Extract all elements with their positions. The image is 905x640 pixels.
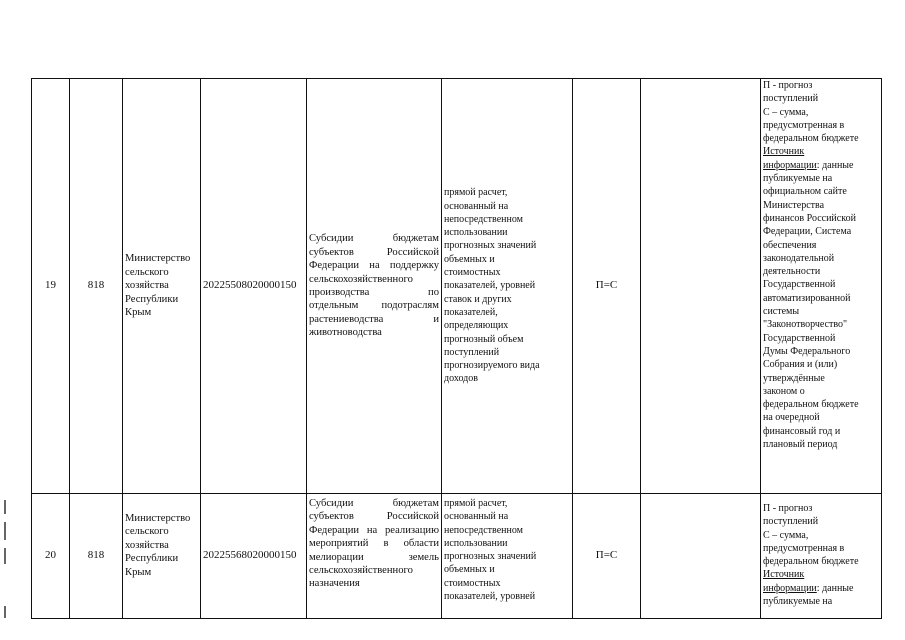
text-line: публикуемые на	[763, 173, 833, 185]
text-line: Федерации, Система	[763, 226, 852, 238]
text-line: П - прогноз	[763, 503, 813, 514]
text-line: плановый период	[763, 439, 838, 451]
text-line: Субсидии бюджетам	[309, 498, 439, 509]
text-line: непосредственном	[444, 213, 523, 225]
text-line: утверждённые	[763, 372, 825, 384]
text-line: стоимостных	[444, 577, 501, 589]
margin-mark	[4, 606, 6, 618]
text-line: Республики	[125, 293, 179, 305]
administrator-cell	[123, 79, 201, 494]
margin-mark	[4, 500, 6, 514]
source-label: Источник	[763, 569, 805, 581]
text-line: сельского	[125, 266, 169, 278]
text-line: официальном сайте	[763, 186, 847, 198]
text-line: прямой расчет,	[444, 187, 508, 199]
text-line: законом о	[763, 385, 805, 397]
text-line: Государственной	[763, 279, 836, 291]
text-line: Собрания и (или)	[763, 359, 838, 371]
notes-cell	[761, 79, 882, 494]
text-line: назначения	[309, 578, 360, 590]
text-line: хозяйства	[125, 539, 169, 551]
text-line: определяющих	[444, 320, 509, 332]
text-line: Министерства	[763, 199, 825, 211]
text-line: системы	[763, 306, 800, 318]
text-line: сельскохозяйственного	[309, 273, 413, 285]
text-line: "Законотворчество"	[763, 319, 848, 331]
margin-mark	[4, 548, 6, 564]
text-line: С – сумма,	[763, 529, 809, 541]
text-line: законодательной	[763, 252, 835, 264]
text-line: поступлений	[763, 516, 819, 528]
text-line: растениеводства и	[309, 313, 439, 325]
table-row	[32, 494, 882, 619]
text-line: публикуемые на	[763, 596, 833, 608]
text-line: использовании	[444, 227, 508, 239]
text-line: мероприятий в области	[309, 538, 439, 550]
text-line: показателей,	[444, 306, 498, 318]
text-line: предусмотренная в	[763, 542, 845, 554]
administrator-cell	[123, 494, 201, 619]
calculation-method-cell	[442, 494, 573, 619]
text-line: федеральном бюджете	[763, 133, 859, 145]
revenue-name-cell	[307, 79, 442, 494]
margin-mark	[4, 522, 6, 540]
text-line: предусмотренная в	[763, 119, 845, 131]
formula-cell: П=С	[573, 494, 641, 619]
row-number-cell: 20	[32, 494, 70, 619]
formula-cell: П=С	[573, 79, 641, 494]
text-line: производства по	[309, 287, 439, 298]
text-line: стоимостных	[444, 267, 501, 279]
text-line	[763, 159, 879, 172]
text-line: показателей, уровней	[444, 591, 536, 603]
row-number-cell: 19	[32, 79, 70, 494]
text-line: федеральном бюджете	[763, 399, 859, 411]
text-line: Государственной	[763, 332, 836, 344]
text-line: деятельности	[763, 266, 821, 278]
text-line: мелиорации земель	[309, 551, 439, 563]
text-line: непосредственном	[444, 524, 523, 536]
text-line: основанный на	[444, 200, 509, 212]
text-line: хозяйства	[125, 280, 169, 292]
text-line: Министерство	[125, 513, 191, 524]
empty-cell	[641, 494, 761, 619]
text-line: Думы Федерального	[763, 345, 851, 357]
table-row	[32, 79, 882, 494]
text-line: прогнозный объем	[444, 333, 524, 345]
text-line: субъектов Российской	[309, 511, 439, 523]
text-line: обеспечения	[763, 239, 817, 251]
admin-code-cell: 818	[70, 494, 123, 619]
text-line: Министерство	[125, 253, 191, 265]
text-line: финансов Российской	[763, 212, 856, 224]
text-line: прогнозных значений	[444, 551, 537, 563]
source-label: Источник	[763, 146, 805, 158]
text-line: С – сумма,	[763, 106, 809, 118]
text-line: ставок и других	[444, 293, 512, 305]
text-line: поступлений	[444, 346, 500, 358]
budget-code-cell: 20225508020000150	[201, 79, 307, 494]
text-line: П - прогноз	[763, 80, 813, 91]
text-line: Республики	[125, 553, 179, 565]
text-line: основанный на	[444, 511, 509, 523]
text-line: отдельным подотраслям	[309, 300, 439, 312]
text-line: субъектов Российской	[309, 246, 439, 258]
text-line: Субсидии бюджетам	[309, 233, 439, 245]
source-label: информации	[763, 582, 817, 594]
revenue-forecast-table	[31, 78, 882, 619]
budget-code-cell: 20225568020000150	[201, 494, 307, 619]
text-line: прогнозных значений	[444, 240, 537, 252]
source-label: информации	[763, 159, 817, 171]
text-line: Крым	[125, 307, 152, 319]
text-line: сельскохозяйственного	[309, 565, 413, 577]
text-fragment: : данные	[816, 159, 854, 171]
text-line: прогнозируемого вида	[444, 360, 540, 372]
text-line: показателей, уровней	[444, 280, 536, 292]
text-fragment: : данные	[816, 582, 854, 594]
text-line: федеральном бюджете	[763, 556, 859, 568]
admin-code-cell: 818	[70, 79, 123, 494]
text-line: сельского	[125, 526, 169, 538]
text-line: поступлений	[763, 93, 819, 105]
text-line: автоматизированной	[763, 292, 851, 304]
text-line: Федерации на поддержку	[309, 260, 439, 272]
text-line: прямой расчет,	[444, 498, 508, 509]
text-line	[763, 582, 879, 595]
text-line: доходов	[444, 373, 478, 385]
text-line: финансовый год и	[763, 425, 841, 437]
calculation-method-cell	[442, 79, 573, 494]
text-line: на очередной	[763, 412, 820, 424]
text-line: объемных и	[444, 253, 495, 265]
text-line: объемных и	[444, 564, 495, 576]
text-line: животноводства	[309, 327, 382, 339]
revenue-name-cell	[307, 494, 442, 619]
text-line: Федерации на реализацию	[309, 524, 439, 536]
text-line: Крым	[125, 566, 152, 578]
notes-cell	[761, 494, 882, 619]
text-line: использовании	[444, 537, 508, 549]
empty-cell	[641, 79, 761, 494]
